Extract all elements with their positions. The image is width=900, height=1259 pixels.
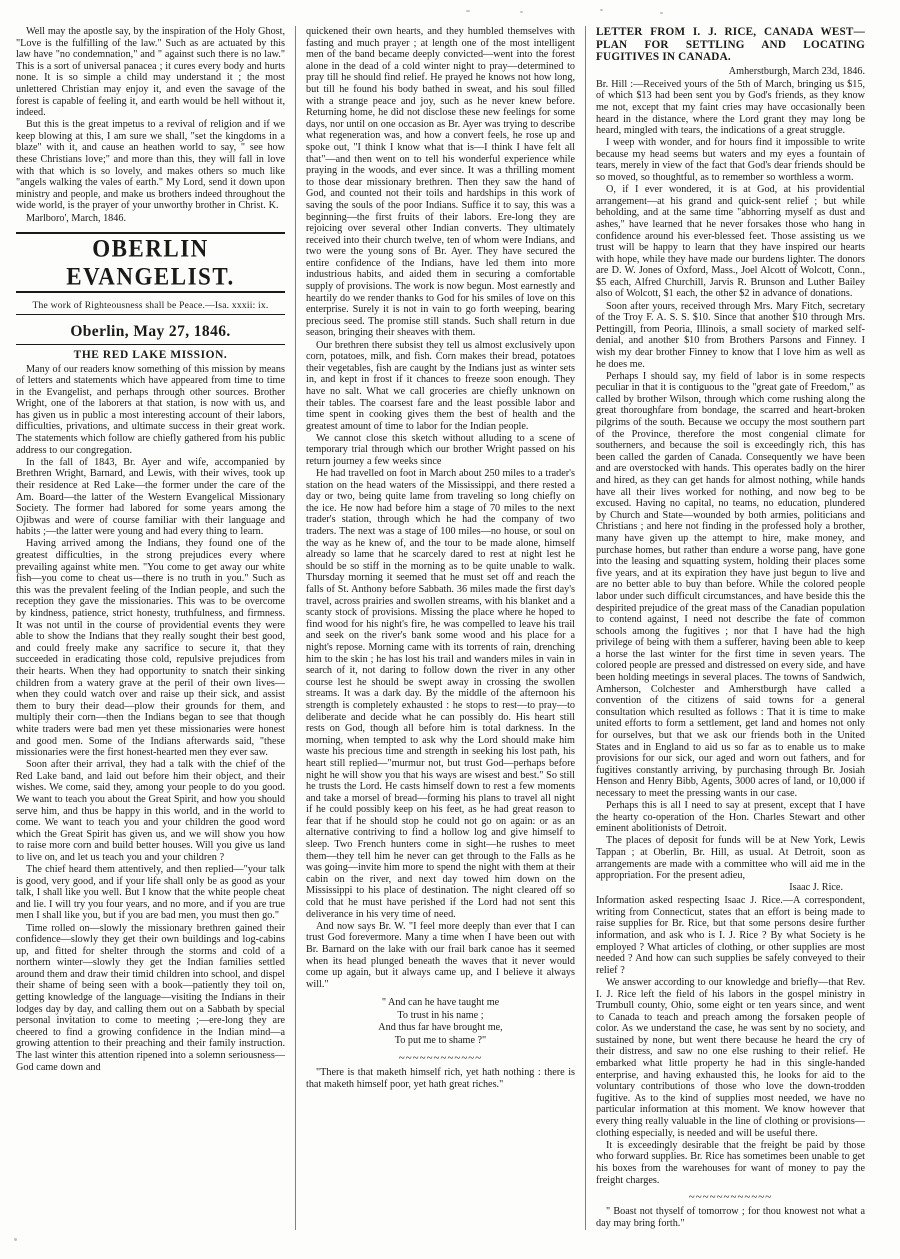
- paragraph: It is exceedingly desirable that the freight be paid by those who forward supplies. Br. Rice has sometimes been unable to get his boxes from the warehouses for want of money to pay the freight charges.: [596, 1139, 865, 1186]
- letter-signature: Isaac J. Rice.: [789, 882, 843, 894]
- three-column-layout: [10, 0, 890, 1230]
- paragraph: Br. Hill :—Received yours of the 5th of March, bringing us $15, of which $13 had been sent you by God's friends, as they know me not, except that my faint cries may have occasionally been heard in the distance, where the Lord grant they may long be heard, mingled with tears, the indications of a great struggle.: [596, 78, 865, 137]
- ornament-divider: ~~~~~~~~~~~~: [398, 1051, 483, 1064]
- paragraph: Perhaps this is all I need to say at present, except that I have the hearty co-operation of the Hon. Charles Stewart and other eminent abolitionists of Detroit.: [596, 800, 865, 835]
- paragraph: But this is the great impetus to a revival of religion and if we keep blowing at this, I am sure we shall, "set the kingdoms in a blaze" with it, and cause an heathen world to say, " see how these Christians love;" and more than this, they will fall in love with that which is so lovely, and makes others so much like "angels walking the vales of earth." My Lord, send it down upon ministry and people, and make us brothers indeed throughout the wide world, is the prayer of your unworthy brother in Christ. K.: [16, 119, 285, 212]
- paragraph: Our brethren there subsist they tell us almost exclusively upon corn, potatoes, milk, and fish. Corn makes their bread, potatoes their vegetables, fish are caught by the Indians just as winter sets in, and kept in frost if it chances to freeze soon enough. They have no salt. What we call groceries are chiefly unknown on their tables. The coarsest fare and the least possible labor and time spent in cooking gives them the best of health and the greatest amount of time to labor for the Indian people.: [306, 339, 575, 432]
- column-divider: [295, 26, 296, 1230]
- paragraph: And now says Br. W. "I feel more deeply than ever that I can trust God forevermore. Many a time when I have been out with Br. Barnard on the lake with our frail bark canoe has it seemed when its head plunged beneath the waves that it never would come up again, but it always came up, and I believe it always will.": [306, 920, 575, 990]
- paragraph: Having arrived among the Indians, they found one of the greatest difficulties, in the strong prejudices every where prevailing against white men. "You come to get away our white fish—you come to cheat us—there is no truth in you." Such as this was the prevalent feeling of the Indian people, and such the reception they gave the missionaries. This was to be overcome by kindness, patience, strict honesty, truthfulness, and firmness. It was not until in the course of providential events they were able to show the Indians that they really sought their best good, and could freely make any sacrifice to secure it, that they succeeded in eradicating those cold, repulsive prejudices from their hearts. When they had opportunity to snatch their sinking children from a watery grave at the peril of their own lives—when they could watch over and raise up their sick, and assist them to bury their dead—plow their grounds for them, and multiply their corn—then the Indians began to see that though white traders were bad men yet these missionaries were honest and good men. Some of the Indians afterwards said, "these missionaries were the first honest-hearted men they ever saw.: [16, 538, 285, 759]
- closing-proverb: "There is that maketh himself rich, yet hath nothing : there is that maketh himself poor, yet hath great riches.": [306, 1066, 575, 1090]
- paragraph: Soon after yours, received through Mrs. Mary Fitch, secretary of the Troy F. A. S. S. $10. Since that another $10 through Mrs. Pettingill, from Peoria, Illinois, a small society of marked self-denial, and another $10 from Brothers Parsons and Finney. I wish my dear brother Finney to know that I love him as well as he does me.: [596, 300, 865, 370]
- paper-speck: [660, 12, 663, 14]
- masthead: [16, 232, 285, 293]
- masthead-title: OBERLIN EVANGELIST.: [66, 233, 235, 290]
- paragraph: He had travelled on foot in March about 250 miles to a trader's station on the head waters of the Mississippi, and there rested a day or two, being quite lame from traveling so long chiefly on the ice. He now had before him a stage of 70 miles to the next trader's station, through which he had the company of two traders. The next was a stage of 100 miles—no house, or soul on the way as he knew of, and the tour to be made alone, himself already so lame that he scarcely dared to rest at night lest he should be so stiff in the morning as to be quite unable to walk. Thursday morning it seemed that he must set off and reach the falls of St. Anthony before Sabbath. 36 miles made the first day's travel, across prairies and swollen streams, with his blanket and a scanty stock of provisions. Missing the place where he hoped to find wood for his night's fire, he was compelled to leave his trail and seek on the river's bank some wood and his place for a night's repose. Morning came with its torrents of rain, drenching him to the skin ; he has lost his trail and wanders miles in vain in search of it, not daring to follow down the river in any other course lest he should be swept away in crossing the swollen streams. It was a dark day. By the middle of the afternoon his strength is completely exhausted : he stops to rest—to pray—to deliberate and decide what he can possibly do. His heart still rests on God, though all before him is total darkness. In the morning, when tempted to ask why the Lord should make him waste his precious time and strength in seeking his lost path, his heart still replied—"murmur not, but trust God—perhaps before night he will show you that his ways are wisest and best." So still he trusts the Lord. He casts himself down to rest a few moments and take a morsel of bread—forming his plans to travel all night if he could possibly keep on his feet, as he had great reason to fear that if he should stop he could not go on again: or as an alternative contriving to find a hollow log and give himself to sleep. Two French hunters come in sight—he rushes to meet them—they tell him he never can get through to the Falls as he was going—invite him more to spend the night with them at their cabin on the river, and next day towed him down on the Mississippi to his place of destination. The night cleared off so cold that he must have perished if the Lord had not sent this deliverance in his very time of need.: [306, 468, 576, 920]
- article-headline-letter-rice: LETTER FROM I. J. RICE, CANADA WEST—PLAN FOR SETTLING AND LOCATING FUGITIVES IN CANADA.: [596, 26, 865, 64]
- article-title-red-lake-mission: THE RED LAKE MISSION.: [73, 348, 228, 361]
- closing-proverb: " Boast not thyself of tomorrow ; for thou knowest not what a day may bring forth.": [596, 1206, 865, 1229]
- paragraph: We cannot close this sketch without alluding to a scene of temporary trial through which our brother Wright passed on his return journey a few weeks since: [306, 432, 575, 467]
- paragraph: In the fall of 1843, Br. Ayer and wife, accompanied by Brethren Wright, Barnard, and Lewis, with their wives, took up their residence at Red Lake—the former under the care of the Am. Board—the latter of the Western Evangelical Missionary Society. The former had labored for some years among the Ojibwas and were of course familiar with their language and habits ;—the latter were young and had every thing to learn.: [16, 456, 285, 538]
- paragraph: quickened their own hearts, and they humbled themselves with fasting and much prayer ; at length one of the most intelligent men of the band became deeply convicted—went into the forest alone in the dead of a cold winter night to pray—determined to pray till he should find relief. He prayed he knows not how long, but till he found his body bathed in sweat, and his soul filled with a strange peace and joy, such as he never knew before. Returning home, he did not disclose these new feelings for some days, nor until on one occasion as Br. Ayer was trying to describe what regeneration was, and how a convert feels, he rose up and spoke out, "I think I know what that is—I think I have felt all that"—and then went on to tell his wonderful experience while praying in the woods, and ever since. It was a thrilling moment to those dear missionary brethren. Then they saw the hand of God, and counted not their toils and hardships in this work of saving the souls of the poor Indians. Suffice it to say, this was a beginning—the first fruits of their labors. Ere-long they are rejoicing over several other Indian converts. They ultimately received into their church twelve, ten of whom were Indians, and two were the young sons of Br. Ayer. They have secured the entire confidence of the Indians, have led them into more industrious habits, and aided them in securing a comfortable supply of provisions. The work is now begun. Most earnestly and heartily do we render thanks to God for his smiles of love on this enterprise. Surely it is not in vain to go forth weeping, bearing precious seed. The promise still stands. Such shall return in due season, bringing their sheaves with them.: [306, 26, 575, 339]
- paragraph: Perhaps I should say, my field of labor is in some respects peculiar in that it is contiguous to the "great gate of Freedom," as called by brother Wilson, through which come rushing along the great thoroughfare from bondage, the scarred and heart-broken pilgrims of the south. Because we occupy the most southern part of the Province, therefore the most congenial climate for southerners, and because the soil is exceedingly rich, this has been called the garden of Canada. Consequently we have been and are overstocked with hands. This operates badly on the hirer and hired, as they can get hands for almost nothing, while hands have all their lives worked for nothing, and now beg to be excused. Having no capital, no teams, no education, plundered by Church and State—wounded by both armies, politicians and Christians ; and here not finding in the professed holy a brother, many have given up the attempt to hire, make money, and purchase homes, but rather than endure a worse pang, have gone into the leasing and squatting system, holding their places some five years, and at its expiration they have just begun to live and are no better able to buy than before. While the colored people labor under such difficult circumstances, and have beside this the despirited prejudice of the great mass of the Canadian population to contend against, I need not describe the fate of common schools among the fugitives ; nor that I have had the high privilege of being with them a sufferer, having been able to keep a horse the last winter for the first time in seven years. The colored people are pressed and distressed on every side, and have been holding meetings in several places. The towns of Sandwich, Amherson, Colchester and Amherstburgh have called a convention of the citizens of said towns for a general consultation which resulted as follows : That it is time to make united efforts to form a settlement, get land and homes not only for ourselves, but that we ask our friends both in the United States and in England to aid us so far as to enable us to make provisions for our sick, our aged and worn out fathers, and for fugitives constantly arriving, by purchasing through Br. Josiah Henson and Henry Bibb, Agents, 3000 acres of land, or 10,000 if necessary to meet the pressing wants in our case.: [596, 370, 865, 799]
- paragraph: Soon after their arrival, they had a talk with the chief of the Red Lake band, and laid out before him their object, and their wishes. We come, said they, among your people to do you good. We want to teach you about the Great Spirit, and how you should serve him, and thus be happy in this world, and in the world to come. We want to teach you and your children the good word which the Great Spirit has given us, and we will show you how to raise more corn and build better houses. Will you give us land to live on, and let us teach you and your children ?: [16, 759, 285, 863]
- verse-line: To put me to shame ?": [394, 1034, 487, 1046]
- issue-dateline: Oberlin, May 27, 1846.: [16, 317, 285, 345]
- column-one: [10, 26, 291, 1230]
- masthead-motto: The work of Righteousness shall be Peace.—Isa. xxxii: ix.: [16, 296, 285, 315]
- paper-speck: [466, 10, 470, 12]
- paragraph: O, if I ever wondered, it is at God, at his providential arrangement—at his grand and quick-sent relief ; but while beholding, and at the same time "abhorring myself as dust and ashes," have learned that he never forsakes those who hang in confidence around his ever-blessed feet. Those assisting us we trust will be happy to learn that they have inspired our hearts with hope, while they have made our burdens lighter. The donors are D. W. Jones of Oxford, Mass., Joel Alcott of Wolcott, Conn., $5 each, Alfred Churchill, Jarvis R. Brunson and Luther Bailey also of Wolcott, $1 each, the other $2 in advance of donations.: [596, 184, 865, 300]
- letter-signature: Marlboro', March, 1846.: [26, 212, 127, 224]
- paragraph: The chief heard them attentively, and then replied—"your talk is good, very good, and if your life shall only be as good as your talk, I shall like you well. But I know that the white people cheat and lie. I will try you four years, and no more, and if you are true men I shall like you, but if you are bad men, you must then go.": [16, 864, 285, 922]
- verse-line: To trust in his name ;: [397, 1009, 484, 1021]
- paragraph: Time rolled on—slowly the missionary brethren gained their confidence—slowly they get their own buildings and log-cabins up, and fitted for shelter through the storms and cold of a northern winter—slowly they get the Indian families settled around them and draw their timid children into school, and dispel their shame of being seen with a book—patiently they toil on, getting knowledge of the language—visiting the Indians in their lodges day by day, and calling them out on a Sabbath by special personal invitation to come to meeting ;—ere-long they are cheered to find a growing confidence in the Indian mind—a growing attention to their preaching and their family instruction. The last winter this attention ripened into a solemn seriousness—God came down and: [16, 922, 285, 1073]
- paper-speck: [600, 9, 603, 11]
- paper-speck: [520, 11, 523, 13]
- verse-line: And thus far have brought me,: [378, 1022, 503, 1034]
- letter-dateline: Amherstburgh, March 23d, 1846.: [728, 65, 865, 77]
- column-three: [590, 26, 871, 1230]
- verse-block: [306, 997, 575, 1047]
- paragraph: We answer according to our knowledge and briefly—that Rev. I. J. Rice left the field of his labors in the gospel ministry in Trumbull county, Ohio, some eight or ten years since, and went to Canada to teach and preach among the forsaken people of color. As we understand the case, he was sent by no society, and sustained by none, but went there because he heard the cry of their distress, and saw no one else rushing to their relief. He embarked what little property he had in this single-handed enterprise, and having exhausted this, he looks for aid to the voluntary contributions of those who love the down-trodden fugitive. As to the kind of supplies most needed, we have no particular information at this moment. We know however that every thing really valuable in the line of clothing or provisions—clothing especially, is needed and will be useful there.: [596, 976, 865, 1139]
- paragraph: I weep with wonder, and for hours find it impossible to write because my head seems but waters and my eyes a fountain of tears, merely in view of the fact that God's dear friends should be so moved, so thoughtful, as to remember so worthless a worm.: [596, 137, 865, 184]
- paragraph: Well may the apostle say, by the inspiration of the Holy Ghost, "Love is the fulfilling of the law." Such as are actuated by this law have "no condemnation," and " against such there is no law." This is a sort of universal panacea ; it cures every body and hurts none. It is so simple a child may understand it ; the most unlettered Christian may enjoy it, and even the savage of the forest is capable of feeling it, and earth would be hell without it, indeed.: [16, 26, 285, 119]
- ornament-divider: ~~~~~~~~~~~~: [688, 1191, 773, 1204]
- paragraph: The places of deposit for funds will be at New York, Lewis Tappan ; at Oberlin, Br. Hill, as usual. At Detroit, soon as arrangements are made with a committee who will aid me in the appropriation. For the present adieu,: [596, 835, 865, 882]
- paper-speck: [14, 1238, 17, 1241]
- paragraph: Information asked respecting Isaac J. Rice.—A correspondent, writing from Connecticut, states that an effort is being made to raise supplies for Br. Rice, but that some persons desire further information, and ask who is I. J. Rice ? By what Society is he employed ? What articles of clothing, or other supplies are most needed ? And how can such supplies be safely conveyed to their relief ?: [596, 895, 865, 976]
- column-divider: [585, 26, 586, 1230]
- paragraph: Many of our readers know something of this mission by means of letters and statements which have appeared from time to time in the Evangelist, and perhaps through other sources. Brother Wright, one of the laborers at that station, is now with us, and has given us in public a most interesting account of their labors, difficulties, privations, and ultimate success in their great work. The statements which follow are chiefly gathered from his public address to our congregation.: [16, 363, 285, 456]
- column-two: [300, 26, 581, 1230]
- verse-line: " And can he have taught me: [381, 997, 500, 1009]
